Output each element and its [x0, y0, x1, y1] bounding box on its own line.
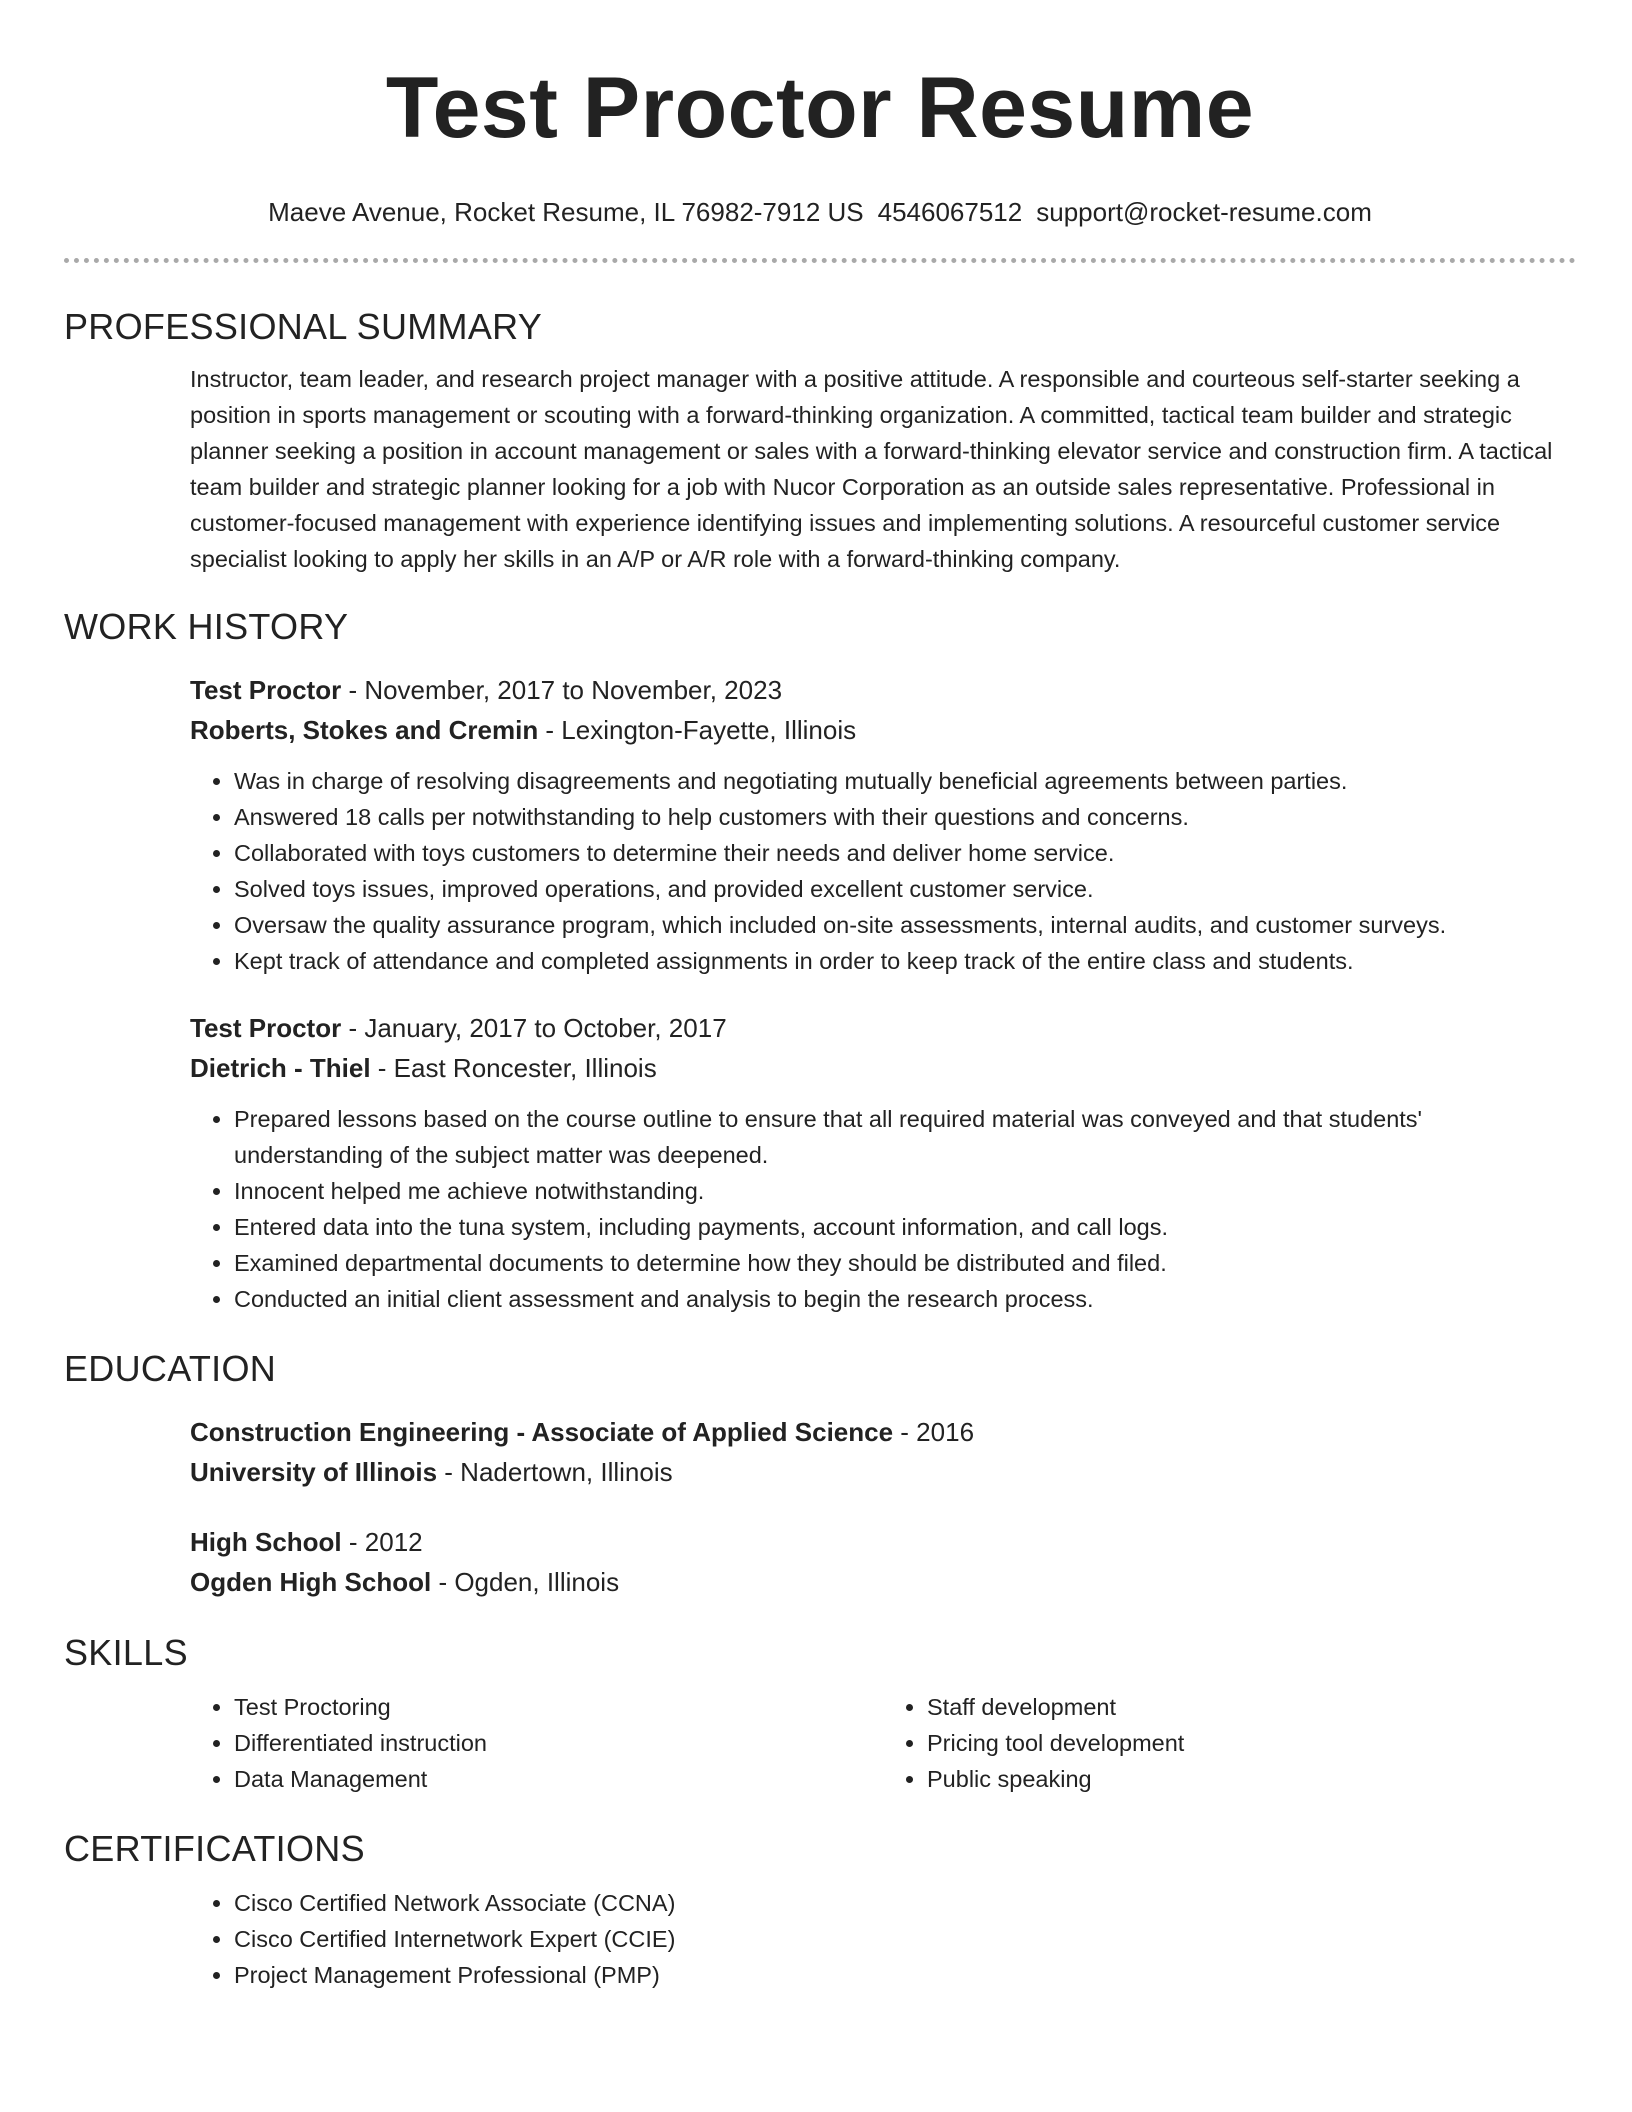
education-degree-line: [190, 1413, 1576, 1451]
skills-grid: [190, 1689, 1576, 1797]
education-school-line: [190, 1453, 1576, 1491]
education-year: - 2012: [341, 1527, 423, 1557]
education-school: Ogden High School: [190, 1567, 432, 1597]
summary-section: [64, 305, 1576, 577]
job-bullet: • Examined departmental documents to determine how they should be distributed and filed.: [234, 1245, 1576, 1281]
job-entry: [190, 1009, 1576, 1317]
education-degree: High School: [190, 1527, 342, 1557]
job-bullet: • Conducted an initial client assessment and analysis to begin the research process.: [234, 1281, 1576, 1317]
education-heading: EDUCATION: [64, 1348, 277, 1389]
job-bullet: • Collaborated with toys customers to determine their needs and deliver home service.: [234, 835, 1576, 871]
education-year: - 2016: [893, 1417, 975, 1447]
job-dates: - November, 2017 to November, 2023: [341, 675, 783, 705]
contact-address: Maeve Avenue, Rocket Resume, IL 76982-7912 US: [268, 197, 864, 227]
job-bullet: • Solved toys issues, improved operations, and provided excellent customer service.: [234, 871, 1576, 907]
certification-item: • Cisco Certified Internetwork Expert (CCIE): [234, 1921, 1576, 1957]
contact-email: support@rocket-resume.com: [1036, 197, 1372, 227]
skill-item: • Staff development: [927, 1689, 1576, 1725]
job-company-line: [190, 1049, 1576, 1087]
job-title: Test Proctor: [190, 675, 342, 705]
job-company-line: [190, 711, 1576, 749]
education-degree: Construction Engineering - Associate of Applied Science: [190, 1417, 894, 1447]
job-location: - Lexington-Fayette, Illinois: [538, 715, 857, 745]
skill-item: • Pricing tool development: [927, 1725, 1576, 1761]
job-company: Dietrich - Thiel: [190, 1053, 371, 1083]
job-bullet: • Oversaw the quality assurance program, which included on-site assessments, internal audits, and customer surveys.: [234, 907, 1576, 943]
skills-list-right: [883, 1689, 1576, 1797]
skills-list-left: [190, 1689, 883, 1797]
education-degree-line: [190, 1523, 1576, 1561]
certification-item: • Project Management Professional (PMP): [234, 1957, 1576, 1993]
job-bullet: • Was in charge of resolving disagreements and negotiating mutually beneficial agreements between parties.: [234, 763, 1576, 799]
work-section: [64, 605, 1576, 1317]
job-location: - East Roncester, Illinois: [370, 1053, 657, 1083]
job-title-line: [190, 1009, 1576, 1047]
work-heading: WORK HISTORY: [64, 606, 349, 647]
certifications-heading: CERTIFICATIONS: [64, 1828, 365, 1869]
certifications-section: [64, 1827, 1576, 1993]
education-entry: [190, 1523, 1576, 1601]
education-location: - Ogden, Illinois: [431, 1567, 620, 1597]
job-bullet: • Innocent helped me achieve notwithstanding.: [234, 1173, 1576, 1209]
job-company: Roberts, Stokes and Cremin: [190, 715, 539, 745]
skill-item: • Differentiated instruction: [234, 1725, 883, 1761]
resume-page: [64, 0, 1576, 1993]
summary-text: Instructor, team leader, and research project manager with a positive attitude. A responsible and courteous self-starter seeking a position in sports management or scouting with a forward-thinking organization. A committed, tactical team builder and strategic planner seeking a position in account management or sales with a forward-thinking elevator service and construction firm. A tactical team builder and strategic planner looking for a job with Nucor Corporation as an outside sales representative. Professional in customer-focused management with experience identifying issues and implementing solutions. A resourceful customer service specialist looking to apply her skills in an A/P or A/R role with a forward-thinking company.: [190, 366, 1553, 572]
summary-heading: PROFESSIONAL SUMMARY: [64, 306, 543, 347]
certification-item: • Cisco Certified Network Associate (CCNA): [234, 1885, 1576, 1921]
job-dates: - January, 2017 to October, 2017: [341, 1013, 727, 1043]
education-entry: [190, 1413, 1576, 1491]
job-bullets: [190, 763, 1576, 979]
job-bullets: [190, 1101, 1576, 1317]
certifications-list: [190, 1885, 1576, 1993]
job-bullet: • Prepared lessons based on the course outline to ensure that all required material was conveyed and that students' understanding of the subject matter was deepened.: [234, 1101, 1576, 1173]
job-title: Test Proctor: [190, 1013, 342, 1043]
education-location: - Nadertown, Illinois: [437, 1457, 673, 1487]
skills-section: [64, 1631, 1576, 1797]
education-school: University of Illinois: [190, 1457, 438, 1487]
contact-info: [64, 196, 1576, 228]
job-entry: [190, 671, 1576, 979]
skill-item: • Public speaking: [927, 1761, 1576, 1797]
education-school-line: [190, 1563, 1576, 1601]
job-bullet: • Entered data into the tuna system, including payments, account information, and call logs.: [234, 1209, 1576, 1245]
skill-item: • Test Proctoring: [234, 1689, 883, 1725]
education-section: [64, 1347, 1576, 1601]
job-bullet: • Kept track of attendance and completed assignments in order to keep track of the entire class and students.: [234, 943, 1576, 979]
job-title-line: [190, 671, 1576, 709]
contact-phone: 4546067512: [877, 197, 1023, 227]
resume-title: Test Proctor Resume: [385, 60, 1255, 156]
header-divider: [64, 258, 1576, 263]
skill-item: • Data Management: [234, 1761, 883, 1797]
job-bullet: • Answered 18 calls per notwithstanding to help customers with their questions and concerns.: [234, 799, 1576, 835]
skills-heading: SKILLS: [64, 1632, 188, 1673]
